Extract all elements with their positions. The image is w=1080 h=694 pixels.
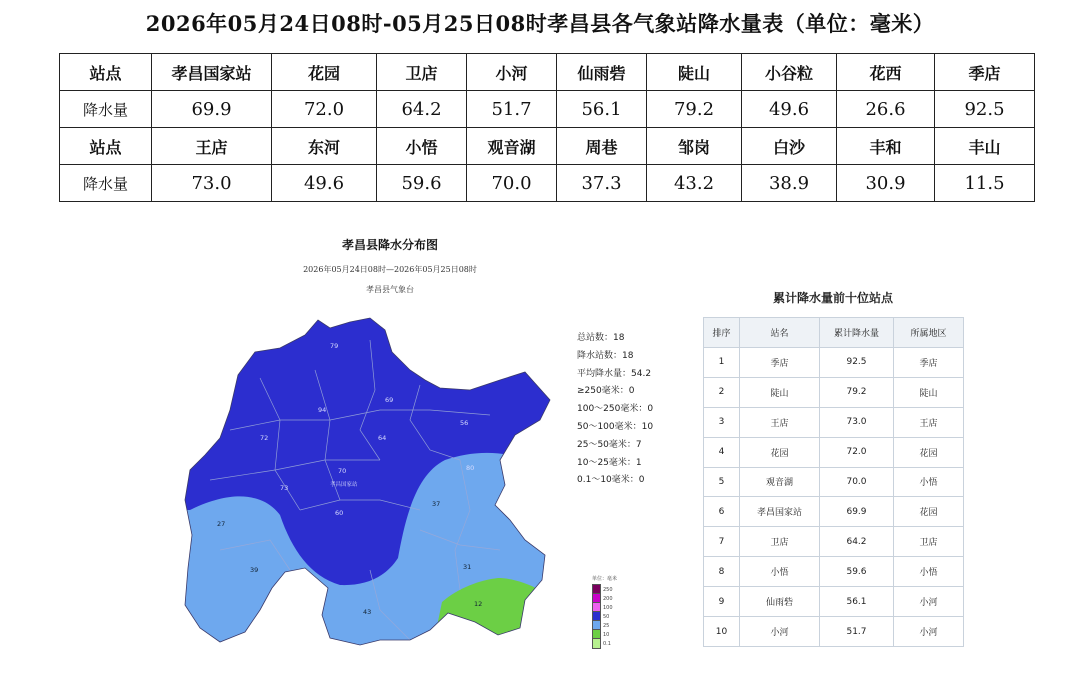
station-header-cell: 站点	[60, 128, 152, 165]
rank-cell: 5	[704, 467, 740, 497]
station-cell: 陡山	[647, 54, 742, 91]
legend-unit: 单位：毫米	[592, 576, 618, 582]
station-cell: 季店	[740, 347, 820, 377]
region-cell: 花园	[894, 437, 964, 467]
station-cell: 丰和	[837, 128, 935, 165]
legend-level: 0.1	[603, 640, 611, 647]
legend-swatch	[592, 638, 601, 649]
amount-cell: 79.2	[820, 377, 894, 407]
precip-header-cell: 降水量	[60, 91, 152, 128]
precip-value-cell: 69.9	[152, 91, 272, 128]
station-value-label: 79	[330, 342, 339, 350]
amount-cell: 69.9	[820, 497, 894, 527]
station-value-label: 56	[460, 419, 469, 427]
table-row	[704, 407, 964, 437]
precip-value-cell: 11.5	[935, 165, 1035, 202]
stat-line: 10～25毫米：1	[577, 457, 642, 468]
station-cell: 小河	[740, 617, 820, 647]
table-row	[704, 467, 964, 497]
stat-line: 50～100毫米：10	[577, 421, 654, 432]
rank-cell: 7	[704, 527, 740, 557]
legend-level: 250	[603, 586, 613, 593]
rank-cell: 1	[704, 347, 740, 377]
amount-cell: 70.0	[820, 467, 894, 497]
rank-cell: 10	[704, 617, 740, 647]
amount-cell: 92.5	[820, 347, 894, 377]
table-header-row	[704, 318, 964, 348]
stat-line: 0.1～10毫米：0	[577, 475, 645, 486]
station-value-label: 69	[385, 396, 394, 404]
station-value-label: 94	[318, 406, 327, 414]
amount-cell: 64.2	[820, 527, 894, 557]
precip-value-cell: 30.9	[837, 165, 935, 202]
station-value-label: 27	[217, 520, 226, 528]
precipitation-table	[59, 53, 1035, 202]
precip-value-cell: 26.6	[837, 91, 935, 128]
table-row-values-2	[60, 165, 1035, 202]
amount-cell: 51.7	[820, 617, 894, 647]
station-cell: 卫店	[377, 54, 467, 91]
precip-value-cell: 64.2	[377, 91, 467, 128]
station-value-label: 80	[466, 464, 475, 472]
table-row	[704, 617, 964, 647]
rank-cell: 6	[704, 497, 740, 527]
station-cell: 王店	[152, 128, 272, 165]
table-row-stations-1	[60, 54, 1035, 91]
map-stats	[577, 330, 653, 490]
station-cell: 陡山	[740, 377, 820, 407]
station-value-label: 73	[280, 484, 289, 492]
table-row	[704, 347, 964, 377]
station-value-label: 60	[335, 509, 344, 517]
table-row	[704, 527, 964, 557]
station-cell: 花园	[740, 437, 820, 467]
station-cell: 东河	[272, 128, 377, 165]
map-legend	[592, 575, 617, 648]
region-cell: 小河	[894, 587, 964, 617]
precip-value-cell: 37.3	[557, 165, 647, 202]
precip-value-cell: 79.2	[647, 91, 742, 128]
rank-cell: 8	[704, 557, 740, 587]
page-title: 2026年05月24日08时-05月25日08时孝昌县各气象站降水量表（单位：毫米）	[145, 11, 935, 36]
amount-cell: 73.0	[820, 407, 894, 437]
station-cell: 卫店	[740, 527, 820, 557]
legend-level: 100	[603, 604, 613, 611]
rank-cell: 2	[704, 377, 740, 407]
station-value-label: 64	[378, 434, 387, 442]
precip-header-cell: 降水量	[60, 165, 152, 202]
map-issuer: 孝昌县气象台	[366, 285, 414, 294]
table-row-stations-2	[60, 128, 1035, 165]
top-ten-title: 累计降水量前十位站点	[772, 291, 893, 305]
column-header: 排序	[704, 318, 740, 348]
legend-level: 200	[603, 595, 613, 602]
map-title: 孝昌县降水分布图	[341, 238, 438, 252]
station-cell: 观音湖	[467, 128, 557, 165]
rank-cell: 4	[704, 437, 740, 467]
station-name-label: 孝昌国家站	[330, 482, 358, 488]
precip-value-cell: 92.5	[935, 91, 1035, 128]
station-cell: 邹岗	[647, 128, 742, 165]
precip-value-cell: 70.0	[467, 165, 557, 202]
precip-value-cell: 59.6	[377, 165, 467, 202]
precip-value-cell: 38.9	[742, 165, 837, 202]
amount-cell: 56.1	[820, 587, 894, 617]
stat-line: 25～50毫米：7	[577, 439, 642, 450]
table-row	[704, 587, 964, 617]
station-value-label: 72	[260, 434, 269, 442]
region-cell: 陡山	[894, 377, 964, 407]
stat-line: 总站数：18	[577, 333, 625, 343]
region-cell: 小河	[894, 617, 964, 647]
stat-line: 100～250毫米：0	[577, 404, 654, 415]
table-row	[704, 497, 964, 527]
station-value-label: 39	[250, 566, 259, 574]
top-ten-table	[703, 317, 964, 647]
precip-value-cell: 56.1	[557, 91, 647, 128]
station-cell: 花园	[272, 54, 377, 91]
legend-level: 25	[603, 622, 610, 629]
region-cell: 季店	[894, 347, 964, 377]
station-cell: 白沙	[742, 128, 837, 165]
station-cell: 周巷	[557, 128, 647, 165]
amount-cell: 59.6	[820, 557, 894, 587]
station-value-label: 43	[363, 608, 372, 616]
table-row	[704, 377, 964, 407]
column-header: 站名	[740, 318, 820, 348]
rank-cell: 9	[704, 587, 740, 617]
station-cell: 仙雨砦	[740, 587, 820, 617]
legend-level: 50	[603, 613, 610, 620]
column-header: 累计降水量	[820, 318, 894, 348]
station-cell: 观音湖	[740, 467, 820, 497]
station-cell: 花西	[837, 54, 935, 91]
precip-value-cell: 49.6	[272, 165, 377, 202]
station-cell: 小河	[467, 54, 557, 91]
stat-line: 平均降水量：54.2	[577, 368, 652, 379]
table-row	[704, 437, 964, 467]
station-cell: 仙雨砦	[557, 54, 647, 91]
region-cell: 卫店	[894, 527, 964, 557]
precip-value-cell: 43.2	[647, 165, 742, 202]
precip-value-cell: 73.0	[152, 165, 272, 202]
region-cell: 花园	[894, 497, 964, 527]
station-cell: 小悟	[740, 557, 820, 587]
legend-level: 10	[603, 631, 610, 638]
stat-line: 降水站数：18	[577, 350, 634, 361]
precip-value-cell: 51.7	[467, 91, 557, 128]
region-cell: 小悟	[894, 467, 964, 497]
column-header: 所属地区	[894, 318, 964, 348]
station-cell: 孝昌国家站	[740, 497, 820, 527]
table-row-values-1	[60, 91, 1035, 128]
amount-cell: 72.0	[820, 437, 894, 467]
station-cell: 季店	[935, 54, 1035, 91]
precipitation-map-panel	[180, 230, 660, 690]
precip-value-cell: 49.6	[742, 91, 837, 128]
region-cell: 小悟	[894, 557, 964, 587]
station-cell: 小悟	[377, 128, 467, 165]
station-value-label: 70	[338, 467, 347, 475]
station-cell: 小谷粒	[742, 54, 837, 91]
station-cell: 王店	[740, 407, 820, 437]
station-value-label: 12	[474, 600, 483, 608]
station-value-label: 31	[463, 563, 472, 571]
station-value-label: 37	[432, 500, 441, 508]
rank-cell: 3	[704, 407, 740, 437]
stat-line: ≥250毫米：0	[577, 386, 635, 397]
station-cell: 孝昌国家站	[152, 54, 272, 91]
region-cell: 王店	[894, 407, 964, 437]
station-header-cell: 站点	[60, 54, 152, 91]
precip-value-cell: 72.0	[272, 91, 377, 128]
precipitation-map	[180, 310, 560, 662]
table-row	[704, 557, 964, 587]
map-subtitle: 2026年05月24日08时—2026年05月25日08时	[303, 265, 477, 274]
station-cell: 丰山	[935, 128, 1035, 165]
